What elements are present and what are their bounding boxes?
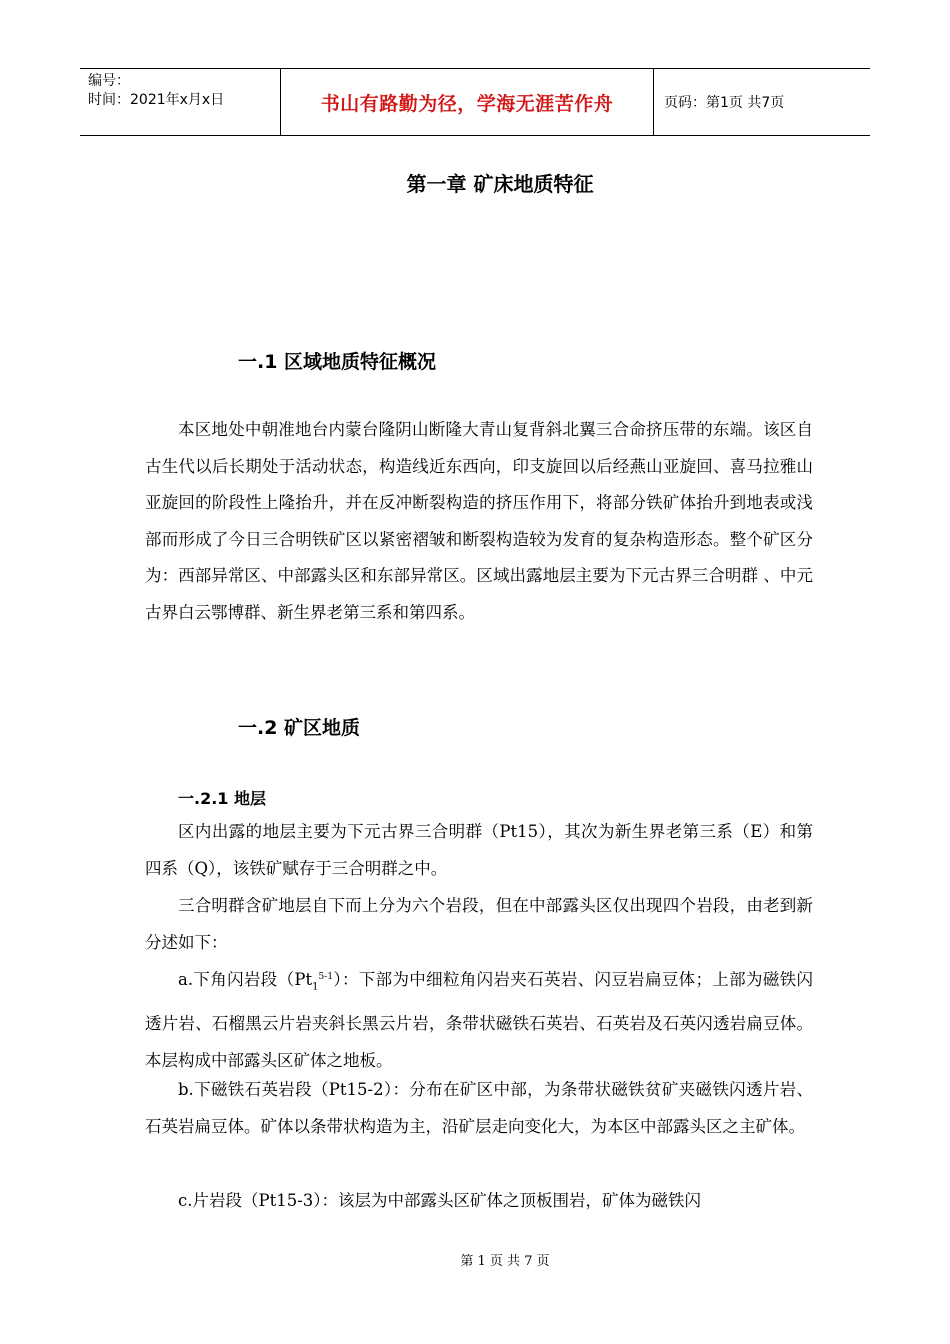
para-a-sub: 1 — [312, 981, 319, 993]
subsection-heading: 一.2.1 地层 — [178, 789, 266, 808]
section-heading-1: 一.1 区域地质特征概况 — [238, 351, 437, 373]
section-heading-2: 一.2 矿区地质 — [238, 717, 361, 739]
header-page-info: 页码：第1页 共7页 — [664, 95, 785, 111]
document-number-label: 编号： — [88, 73, 130, 89]
strata-paragraph-1: 区内出露的地层主要为下元古界三合明群（Pt15），其次为新生界老第三系（E）和第四系（Q），该铁矿赋存于三合明群之中。 — [145, 822, 813, 878]
para-a-sup: 5-1 — [318, 972, 334, 982]
strata-paragraph-b: b.下磁铁石英岩段（Pt15-2）：分布在矿区中部，为条带状磁铁贫矿夹磁铁闪透片岩、石英岩扁豆体。矿体以条带状构造为主，沿矿层走向变化大，为本区中部露头区之主矿体。 — [145, 1080, 813, 1136]
para-a-post: ）：下部为中细粒角闪岩夹石英岩、闪豆岩扁豆体；上部为磁铁闪透片岩、石榴黑云片岩夹斜长黑云片岩，条带状磁铁石英岩、石英岩及石英闪透岩扁豆体。本层构成中部露头区矿体之地板。 — [145, 970, 814, 1070]
chapter-title: 第一章 矿床地质特征 — [406, 172, 594, 196]
document-time-label: 时间：2021年x月x日 — [88, 92, 225, 108]
strata-paragraph-2: 三合明群含矿地层自下而上分为六个岩段，但在中部露头区仅出现四个岩段，由老到新分述如下： — [145, 896, 813, 952]
header-meta — [80, 69, 280, 135]
header-motto: 书山有路勤为径，学海无涯苦作舟 — [320, 92, 614, 115]
page-footer: 第 1 页 共 7 页 — [460, 1254, 550, 1269]
page-header — [80, 68, 870, 136]
strata-paragraph-a — [145, 962, 813, 1080]
para-a-pre: a.下角闪岩段（Pt — [178, 970, 313, 989]
strata-paragraph-c: c.片岩段（Pt15-3）：该层为中部露头区矿体之顶板围岩，矿体为磁铁闪 — [178, 1191, 702, 1210]
section-1-paragraph: 本区地处中朝准地台内蒙台隆阴山断隆大青山复背斜北翼三合命挤压带的东端。该区自古生代以后长期处于活动状态，构造线近东西向，印支旋回以后经燕山亚旋回、喜马拉雅山亚旋回的阶段性上隆抬升，并在反冲断裂构造的挤压作用下，将部分铁矿体抬升到地表或浅部而形成了今日三合明铁矿区以紧密褶皱和断裂构造较为发育的复杂构造形态。整个矿区分为：西部异常区、中部露头区和东部异常区。区域出露地层主要为下元古界三合明群 、中元古界白云鄂博群、新生界老第三系和第四系。 — [145, 420, 813, 622]
header-motto-cell — [280, 69, 654, 135]
